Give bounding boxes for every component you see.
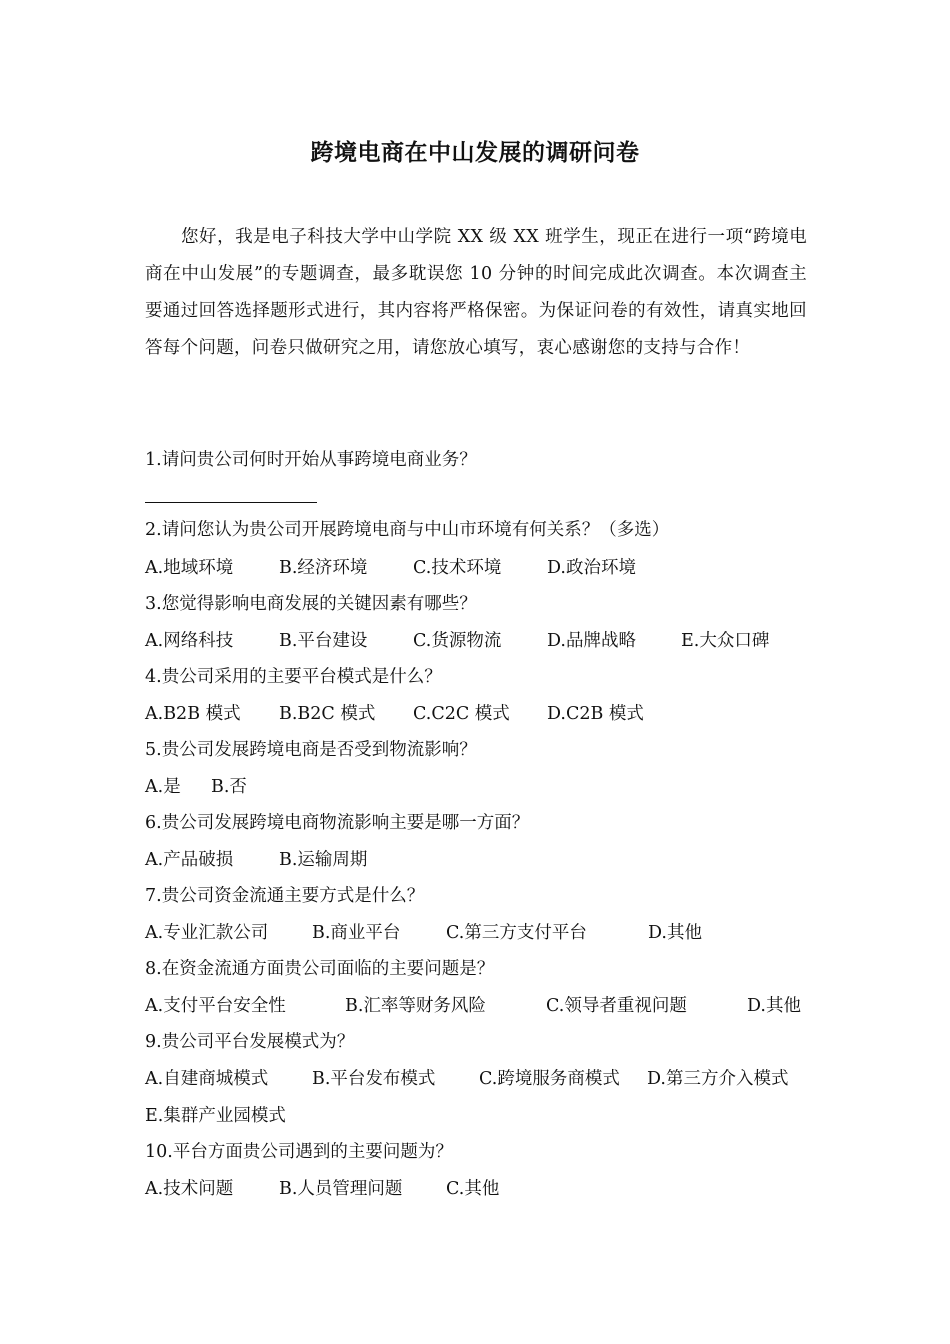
question-3-options — [145, 629, 769, 653]
option-d: D.第三方介入模式 — [647, 1069, 789, 1089]
option-c: C.第三方支付平台 — [446, 923, 587, 943]
option-d: D.品牌战略 — [547, 631, 636, 651]
question-8: 8.在资金流通方面贵公司面临的主要问题是？ — [145, 959, 495, 979]
option-d: D.政治环境 — [547, 558, 636, 578]
option-e: E.集群产业园模式 — [145, 1106, 286, 1126]
answer-blank-line — [145, 502, 317, 503]
option-b: B.否 — [211, 777, 247, 797]
option-b: B.B2C 模式 — [279, 704, 376, 724]
question-6-options — [145, 848, 367, 872]
option-c: C.领导者重视问题 — [546, 996, 687, 1016]
question-2-options — [145, 556, 636, 580]
question-1: 1.请问贵公司何时开始从事跨境电商业务？ — [145, 450, 477, 470]
option-c: C.跨境服务商模式 — [479, 1069, 620, 1089]
option-b: B.经济环境 — [279, 558, 368, 578]
option-a: A.专业汇款公司 — [145, 923, 269, 943]
option-a: A.B2B 模式 — [145, 704, 241, 724]
question-5: 5.贵公司发展跨境电商是否受到物流影响？ — [145, 740, 477, 760]
question-5-options — [145, 775, 247, 799]
question-4: 4.贵公司采用的主要平台模式是什么？ — [145, 667, 442, 687]
intro-paragraph: 您好，我是电子科技大学中山学院 XX 级 XX 班学生，现正在进行一项“跨境电商在中山发展”的专题调查，最多耽误您 10 分钟的时间完成此次调查。本次调查主要通过回答选择题形式进行，其内容将严格保密。为保证问卷的有效性，请真实地回答每个问题，问卷只做研究之用，请您放心填写，衷心感谢您的支持与合作！ — [145, 227, 807, 358]
question-10-options — [145, 1177, 499, 1201]
option-b: B.平台建设 — [279, 631, 368, 651]
option-c: C.其他 — [446, 1179, 500, 1199]
option-b: B.运输周期 — [279, 850, 368, 870]
question-2: 2.请问您认为贵公司开展跨境电商与中山市环境有何关系？（多选） — [145, 520, 670, 540]
option-b: B.商业平台 — [312, 923, 401, 943]
document-title: 跨境电商在中山发展的调研问卷 — [310, 140, 640, 166]
option-d: D.其他 — [747, 996, 801, 1016]
question-10: 10.平台方面贵公司遇到的主要问题为？ — [145, 1142, 453, 1162]
question-9-options — [145, 1067, 788, 1091]
option-b: B.汇率等财务风险 — [345, 996, 486, 1016]
option-a: A.技术问题 — [145, 1179, 234, 1199]
option-a: A.网络科技 — [145, 631, 234, 651]
option-c: C.C2C 模式 — [413, 704, 510, 724]
option-d: D.其他 — [648, 923, 702, 943]
question-6: 6.贵公司发展跨境电商物流影响主要是哪一方面？ — [145, 813, 530, 833]
option-a: A.地域环境 — [145, 558, 234, 578]
option-e: E.大众口碑 — [681, 631, 770, 651]
question-9: 9.贵公司平台发展模式为？ — [145, 1032, 355, 1052]
question-8-options — [145, 994, 801, 1018]
option-c: C.技术环境 — [413, 558, 502, 578]
question-7: 7.贵公司资金流通主要方式是什么？ — [145, 886, 425, 906]
option-a: A.是 — [145, 777, 181, 797]
question-9-options-cont — [145, 1104, 286, 1128]
question-7-options — [145, 921, 702, 945]
question-4-options — [145, 702, 644, 726]
question-3: 3.您觉得影响电商发展的关键因素有哪些？ — [145, 594, 477, 614]
option-a: A.支付平台安全性 — [145, 996, 286, 1016]
option-b: B.平台发布模式 — [312, 1069, 436, 1089]
option-a: A.自建商城模式 — [145, 1069, 269, 1089]
option-c: C.货源物流 — [413, 631, 502, 651]
option-a: A.产品破损 — [145, 850, 234, 870]
option-d: D.C2B 模式 — [547, 704, 644, 724]
option-b: B.人员管理问题 — [279, 1179, 403, 1199]
